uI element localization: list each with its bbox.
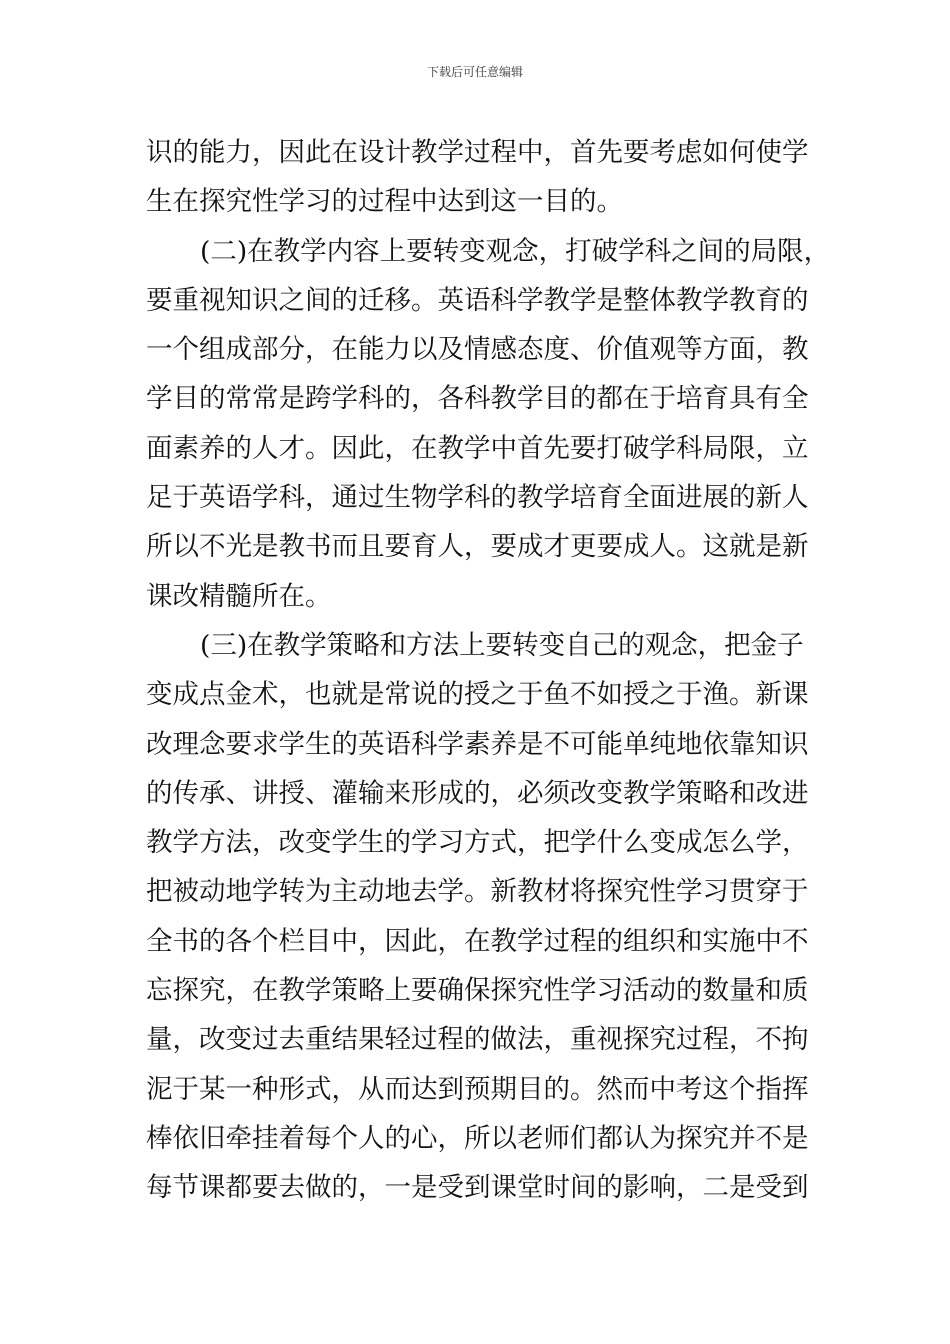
text-line: 课改精髓所在。: [146, 580, 332, 612]
text-line: 生在探究性学习的过程中达到这一目的。: [146, 186, 623, 218]
text-line: 足于英语学科，通过生物学科的教学培育全面进展的新人: [146, 482, 809, 514]
text-line: 把被动地学转为主动地去学。新教材将探究性学习贯穿于: [146, 876, 809, 908]
text-line: (三)在教学策略和方法上要转变自己的观念，把金子: [200, 629, 804, 661]
text-line: 全书的各个栏目中，因此，在教学过程的组织和实施中不: [146, 925, 809, 957]
text-line: 改理念要求学生的英语科学素养是不可能单纯地依靠知识: [146, 728, 809, 760]
page-header: 下载后可任意编辑: [426, 65, 523, 79]
text-line: 识的能力，因此在设计教学过程中，首先要考虑如何使学: [146, 137, 809, 168]
text-line: 量，改变过去重结果轻过程的做法，重视探究过程，不拘: [146, 1024, 809, 1056]
text-line: 棒依旧牵挂着每个人的心，所以老师们都认为探究并不是: [146, 1122, 809, 1154]
text-line: 的传承、讲授、灌输来形成的，必须改变教学策略和改进: [146, 777, 809, 809]
text-line: (二)在教学内容上要转变观念，打破学科之间的局限，: [200, 235, 831, 267]
body-text: [146, 128, 831, 1213]
text-line: 面素养的人才。因此，在教学中首先要打破学科局限，立: [146, 432, 809, 464]
text-line: 一个组成部分，在能力以及情感态度、价值观等方面，教: [146, 334, 809, 366]
text-line: 学目的常常是跨学科的，各科教学目的都在于培育具有全: [146, 383, 809, 415]
text-line: 所以不光是教书而且要育人，要成才更要成人。这就是新: [146, 531, 809, 563]
text-line: 泥于某一种形式，从而达到预期目的。然而中考这个指挥: [146, 1073, 809, 1105]
text-line: 变成点金术，也就是常说的授之于鱼不如授之于渔。新课: [146, 679, 809, 711]
text-line: 忘探究，在教学策略上要确保探究性学习活动的数量和质: [146, 975, 809, 1007]
text-line: 每节课都要去做的，一是受到课堂时间的影响，二是受到: [146, 1172, 809, 1204]
text-line: 要重视知识之间的迁移。英语科学教学是整体教学教育的: [146, 284, 809, 316]
text-line: 教学方法，改变学生的学习方式，把学什么变成怎么学，: [146, 827, 809, 859]
